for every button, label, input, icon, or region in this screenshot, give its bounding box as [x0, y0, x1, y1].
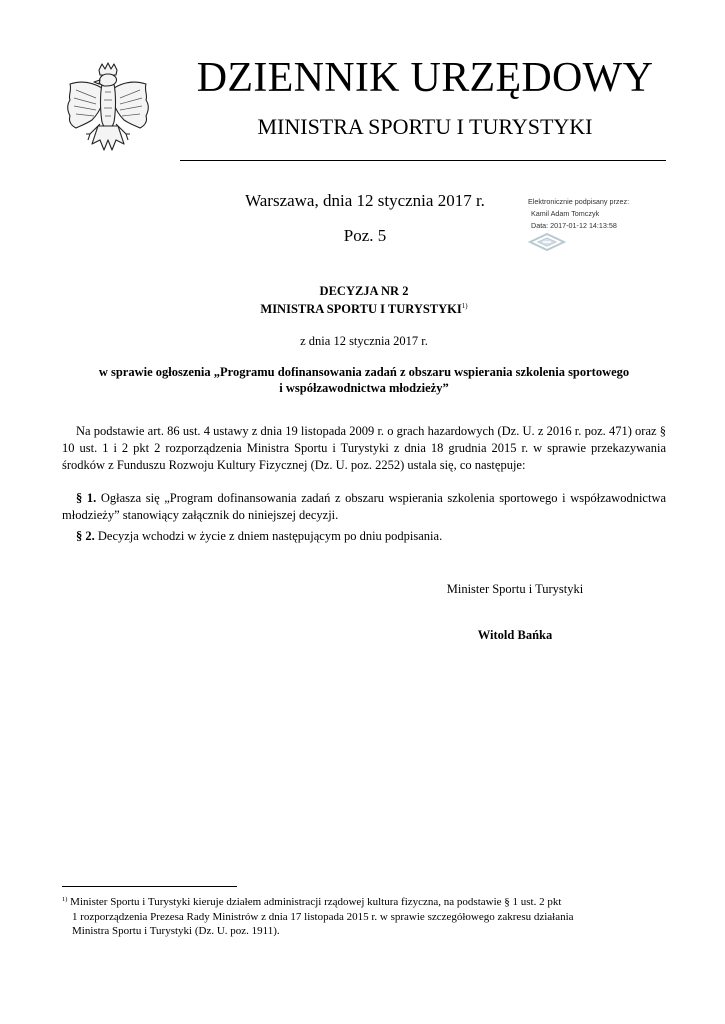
footnote-reference[interactable]: 1) [461, 302, 468, 310]
section-2-paragraph [62, 528, 666, 545]
signer-full-name: Kamil Adam Tomczyk [531, 209, 600, 218]
footnote [62, 893, 666, 939]
decision-subject [62, 364, 666, 396]
issuer-text: MINISTRA SPORTU I TURYSTYKI [260, 302, 462, 316]
place-date: Warszawa, dnia 12 stycznia 2017 r. [245, 191, 485, 210]
footnote-line-1 [62, 893, 666, 910]
decision-date: z dnia 12 stycznia 2017 r. [300, 334, 428, 348]
section-1-label: § 1. [76, 491, 97, 505]
position-number: Poz. 5 [343, 226, 387, 245]
footnote-divider [62, 886, 237, 887]
electronic-signature-info [528, 196, 698, 232]
polish-eagle-emblem-icon [62, 60, 154, 164]
signer-name: Witold Bańka [477, 628, 553, 642]
section-2-label: § 2. [76, 529, 95, 543]
decision-title: DECYZJA NR 2 [319, 284, 409, 298]
legal-basis-paragraph: Na podstawie art. 86 ust. 4 ustawy z dnia 19 listopada 2009 r. o grach hazardowych (Dz. U. z 2016 r. poz. 471) oraz § 10 ust. 1 i 2 pkt 2 rozporządzenia Ministra Sportu i Turystyki z dnia 18 grudnia 2015 r. w sprawie przekazywania środków z Funduszu Rozwoju Kultury Fizycznej (Dz. U. poz. 2252) ustala się, co następuje: [62, 424, 666, 472]
signature-label: Elektronicznie podpisany przez: [528, 197, 630, 206]
footnote-line-3: Ministra Sportu i Turystyki (Dz. U. poz. 1911). [72, 925, 280, 937]
section-1-text: Ogłasza się „Program dofinansowania zadań z obszaru wspierania szkolenia sportowego i współzawodnictwa młodzieży” stanowiący załącznik do niniejszej decyzji. [62, 491, 667, 522]
e-signature-logo-icon [528, 232, 566, 252]
signer-title: Minister Sportu i Turystyki [446, 582, 584, 596]
footnote-text-1: Minister Sportu i Turystyki kieruje działem administracji rządowej kultura fizyczna, na podstawie § 1 ust. 2 pkt [70, 896, 562, 908]
gazette-subtitle: MINISTRA SPORTU I TURYSTYKI [257, 114, 593, 139]
section-1-paragraph [62, 490, 666, 524]
decision-issuer [62, 298, 666, 317]
section-2-text: Decyzja wchodzi w życie z dniem następującym po dniu podpisania. [97, 529, 443, 543]
subject-line-2: i współzawodnictwa młodzieży” [279, 381, 449, 395]
footnote-line-2: 1 rozporządzenia Prezesa Rady Ministrów z dnia 17 listopada 2015 r. w sprawie szczegółowego zakresu działania [72, 910, 574, 923]
subject-line-1: w sprawie ogłoszenia „Programu dofinansowania zadań z obszaru wspierania szkolenia sportowego [98, 365, 630, 379]
footnote-mark: 1) [62, 896, 68, 903]
header-divider [180, 160, 666, 161]
gazette-title: DZIENNIK URZĘDOWY [196, 55, 654, 101]
signature-timestamp: Data: 2017-01-12 14:13:58 [531, 221, 617, 230]
